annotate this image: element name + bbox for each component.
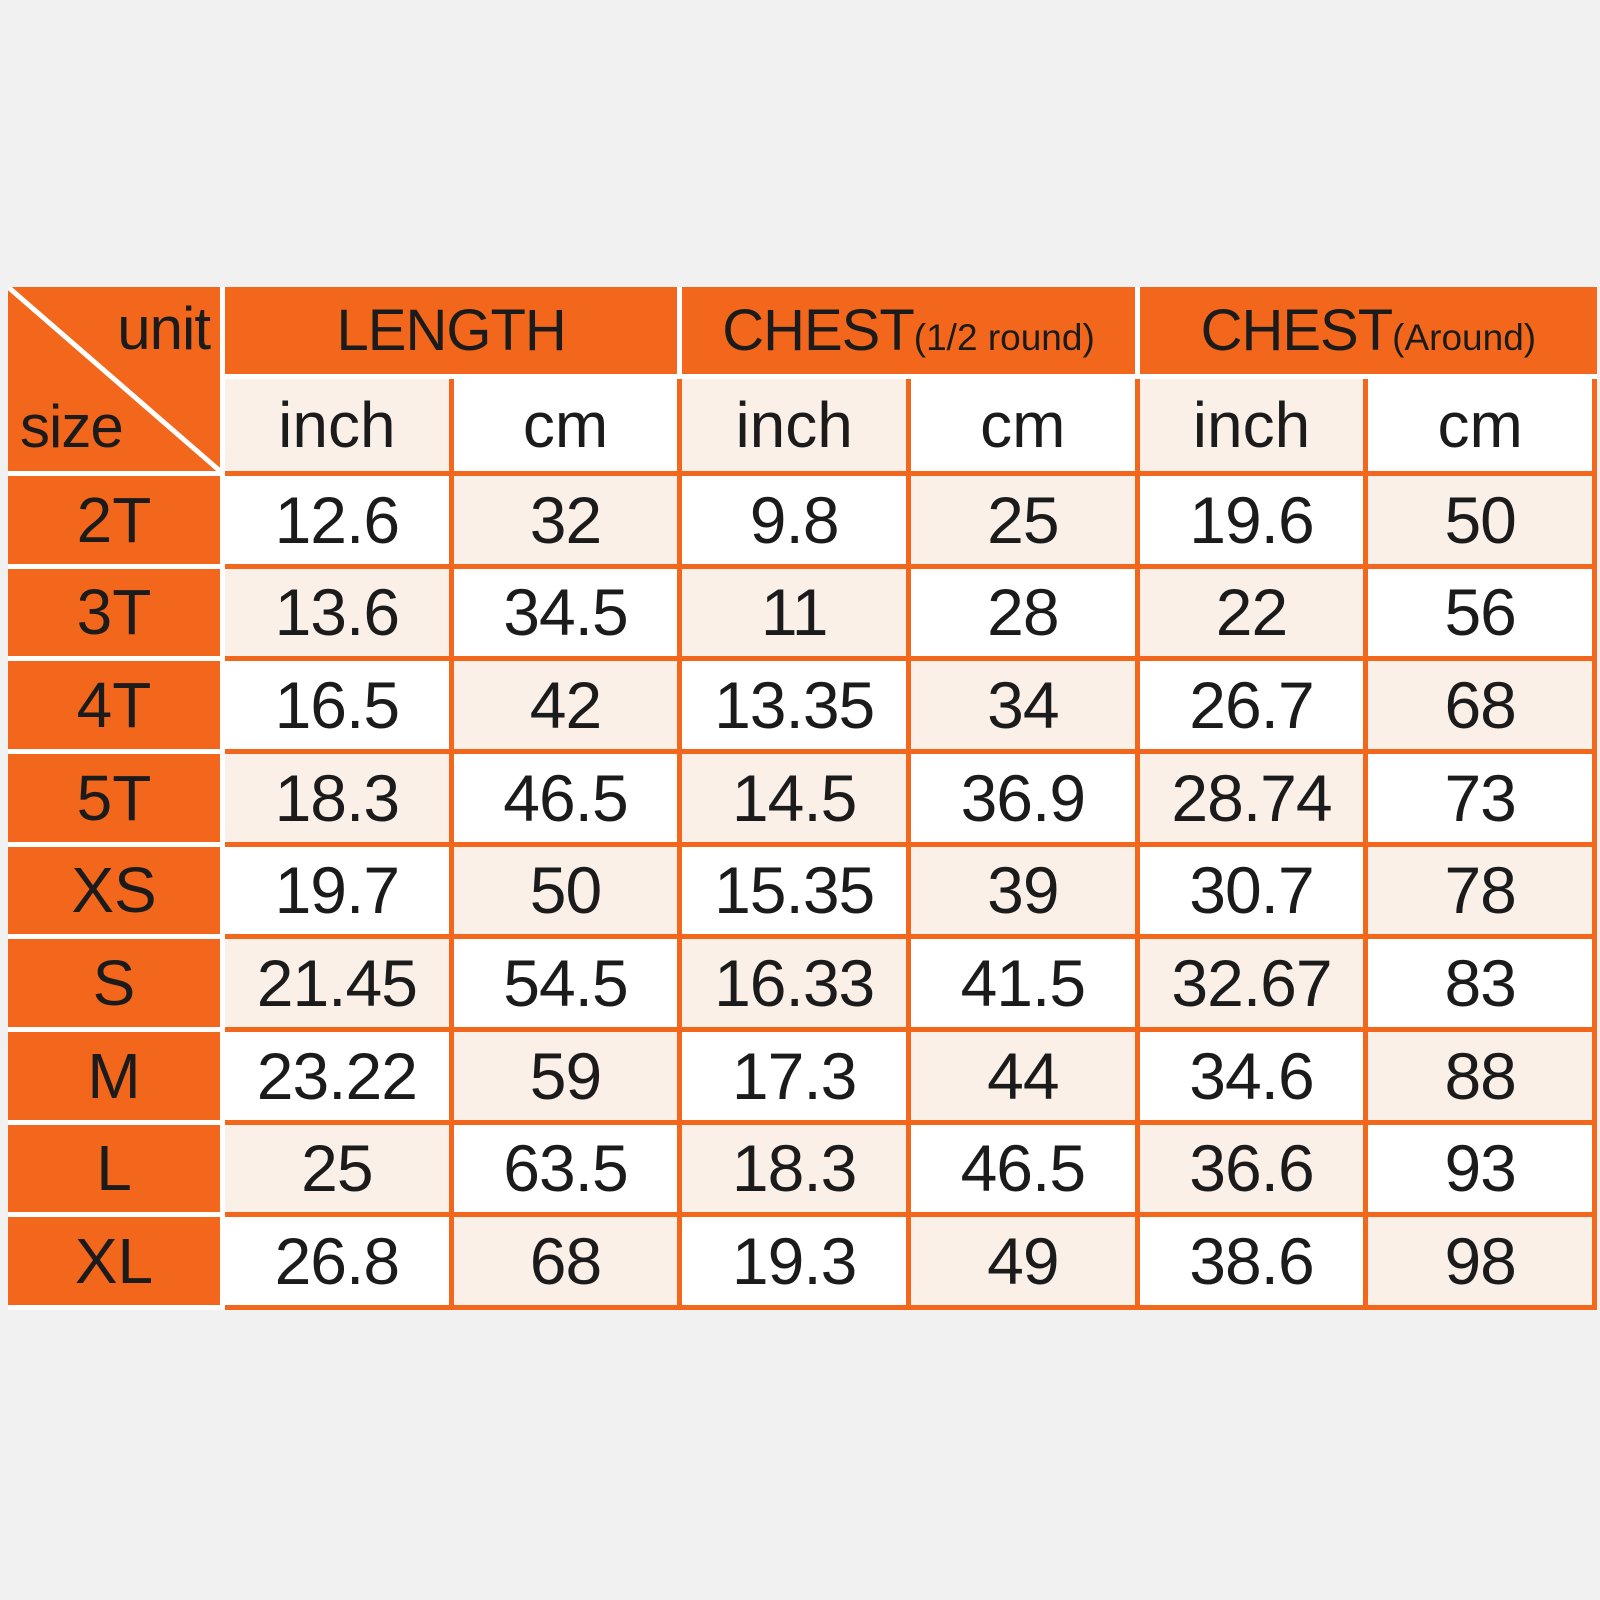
size-chart-table — [8, 287, 1597, 1310]
value-cell: 21.45 — [225, 939, 449, 1027]
value-cell: 36.6 — [1140, 1125, 1364, 1213]
column-group-length — [225, 287, 677, 374]
value-cell: 17.3 — [682, 1032, 906, 1120]
value-cell: 36.9 — [911, 754, 1135, 842]
size-row-label: XS — [8, 847, 220, 935]
value-cell: 54.5 — [454, 939, 678, 1027]
column-group-chest-around-text — [1200, 297, 1537, 363]
column-group-label: CHEST — [722, 297, 914, 363]
value-cell: 13.6 — [225, 569, 449, 657]
value-cell: 23.22 — [225, 1032, 449, 1120]
corner-unit-label: unit — [117, 295, 210, 362]
column-group-chest-half-round — [682, 287, 1134, 374]
value-cell: 14.5 — [682, 754, 906, 842]
value-cell: 38.6 — [1140, 1217, 1364, 1305]
unit-header-cell: inch — [1140, 379, 1364, 471]
size-row-label: 3T — [8, 569, 220, 657]
column-group-sublabel: (Around) — [1392, 316, 1537, 358]
value-cell: 44 — [911, 1032, 1135, 1120]
value-cell: 42 — [454, 661, 678, 749]
value-cell: 28.74 — [1140, 754, 1364, 842]
column-group-sublabel: (1/2 round) — [913, 316, 1095, 358]
value-cell: 98 — [1368, 1217, 1592, 1305]
value-cell: 9.8 — [682, 476, 906, 564]
size-row-label: M — [8, 1032, 220, 1120]
value-cell: 39 — [911, 847, 1135, 935]
value-cell: 93 — [1368, 1125, 1592, 1213]
value-cell: 83 — [1368, 939, 1592, 1027]
value-cell: 56 — [1368, 569, 1592, 657]
value-cell: 68 — [454, 1217, 678, 1305]
value-cell: 49 — [911, 1217, 1135, 1305]
value-cell: 32 — [454, 476, 678, 564]
value-cell: 11 — [682, 569, 906, 657]
value-cell: 19.7 — [225, 847, 449, 935]
column-group-label: CHEST — [1200, 297, 1393, 363]
unit-header-cell: cm — [454, 379, 678, 471]
unit-header-cell: inch — [225, 379, 449, 471]
value-cell: 50 — [454, 847, 678, 935]
value-cell: 30.7 — [1140, 847, 1364, 935]
value-cell: 41.5 — [911, 939, 1135, 1027]
unit-header-cell: cm — [911, 379, 1135, 471]
value-cell: 78 — [1368, 847, 1592, 935]
value-cell: 34.5 — [454, 569, 678, 657]
value-cell: 28 — [911, 569, 1135, 657]
value-cell: 50 — [1368, 476, 1592, 564]
value-cell: 18.3 — [682, 1125, 906, 1213]
value-cell: 63.5 — [454, 1125, 678, 1213]
value-cell: 68 — [1368, 661, 1592, 749]
value-cell: 32.67 — [1140, 939, 1364, 1027]
column-group-length-text — [336, 297, 566, 363]
value-cell: 25 — [225, 1125, 449, 1213]
value-cell: 18.3 — [225, 754, 449, 842]
column-group-label: LENGTH — [336, 297, 566, 363]
value-cell: 19.6 — [1140, 476, 1364, 564]
size-row-label: 2T — [8, 476, 220, 564]
unit-header-cell: inch — [682, 379, 906, 471]
value-cell: 15.35 — [682, 847, 906, 935]
value-cell: 88 — [1368, 1032, 1592, 1120]
size-row-label: S — [8, 939, 220, 1027]
value-cell: 12.6 — [225, 476, 449, 564]
corner-header-cell — [8, 287, 220, 471]
value-cell: 46.5 — [911, 1125, 1135, 1213]
value-cell: 34 — [911, 661, 1135, 749]
value-cell: 46.5 — [454, 754, 678, 842]
value-cell: 26.7 — [1140, 661, 1364, 749]
value-cell: 73 — [1368, 754, 1592, 842]
size-row-label: XL — [8, 1217, 220, 1305]
corner-size-label: size — [20, 393, 123, 460]
value-cell: 26.8 — [225, 1217, 449, 1305]
value-cell: 19.3 — [682, 1217, 906, 1305]
value-cell: 13.35 — [682, 661, 906, 749]
value-cell: 16.33 — [682, 939, 906, 1027]
size-row-label: 5T — [8, 754, 220, 842]
column-group-chest-half-round-text — [722, 297, 1095, 363]
value-cell: 16.5 — [225, 661, 449, 749]
size-row-label: 4T — [8, 661, 220, 749]
value-cell: 22 — [1140, 569, 1364, 657]
unit-header-cell: cm — [1368, 379, 1592, 471]
size-row-label: L — [8, 1125, 220, 1213]
value-cell: 59 — [454, 1032, 678, 1120]
value-cell: 25 — [911, 476, 1135, 564]
value-cell: 34.6 — [1140, 1032, 1364, 1120]
column-group-chest-around — [1140, 287, 1597, 374]
